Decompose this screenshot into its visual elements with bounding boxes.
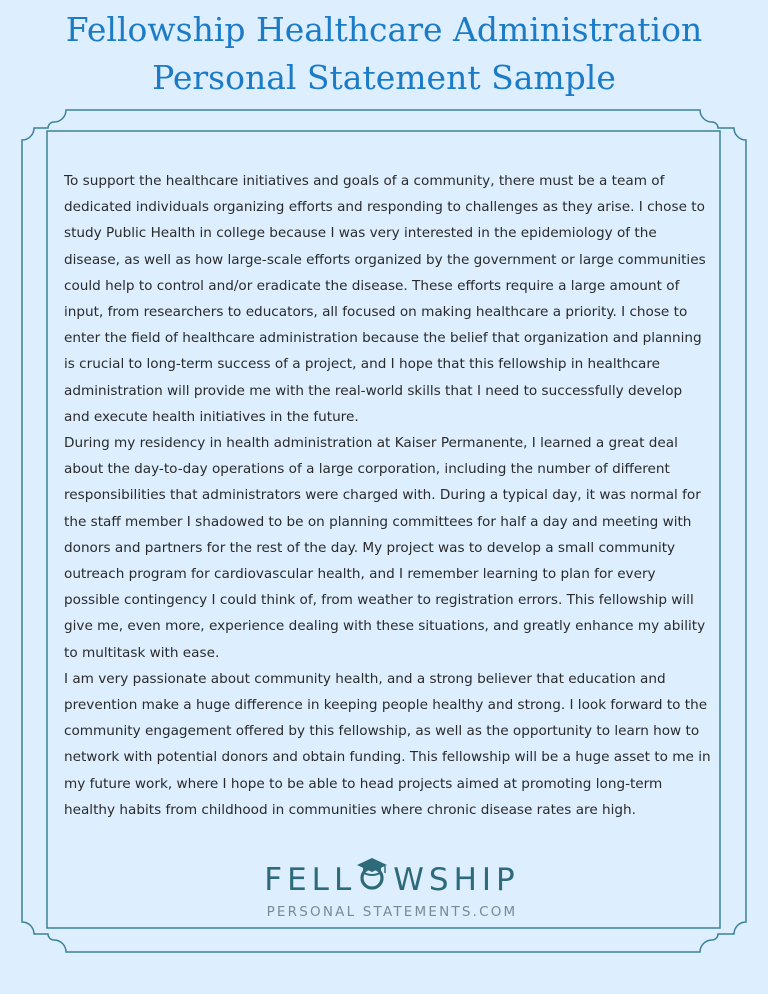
paragraph-3: I am very passionate about community health, and a strong believer that education and prevention make a huge difference in keeping people healthy and strong. I look forward to the community engagement offered by this fellowship, as well as the opportunity to learn how to network with potential donors and obtain funding. This fellowship will be a huge asset to me in my future work, where I hope to be able to head projects aimed at promoting long-term healthy habits from childhood in communities where chronic disease rates are high. [64,670,711,818]
logo-text-before: FELL [264,862,357,898]
statement-body [64,168,712,823]
paragraph-1: To support the healthcare initiatives and goals of a community, there must be a team of dedicated individuals organizing efforts and responding to challenges as they arise. I chose to study Public Health in college because I was very interested in the epidemiology of the disease, as well as how large-scale efforts organized by the government or large communities could help to control and/or eradicate the disease. These efforts require a large amount of input, from researchers to educators, all focused on making healthcare a priority. I chose to enter the field of healthcare administration because the belief that organization and planning is crucial to long-term success of a project, and I hope that this fellowship in healthcare administration will provide me with the real-world skills that I need to successfully develop and execute health initiatives in the future. [64,173,706,425]
paragraph-2: During my residency in health administration at Kaiser Permanente, I learned a great deal about the day-to-day operations of a large corporation, including the number of different responsibilities that administrators were charged with. During a typical day, it was normal for the staff member I shadowed to be on planning committees for half a day and meeting with donors and partners for the rest of the day. My project was to develop a small community outreach program for cardiovascular health, and I remember learning to plan for every possible contingency I could think of, from weather to registration errors. This fellowship will give me, even more, experience dealing with these situations, and greatly enhance my ability to multitask with ease. [64,435,706,661]
logo-text-after: WSHIP [393,862,520,898]
logo-tagline: PERSONAL STATEMENTS.COM [266,904,518,920]
title-line-2: Personal Statement Sample [152,58,616,97]
title-line-1: Fellowship Healthcare Administration [65,10,703,49]
fellowship-logo [0,862,768,920]
logo-wordmark [264,862,519,898]
graduation-cap-icon [356,862,388,892]
